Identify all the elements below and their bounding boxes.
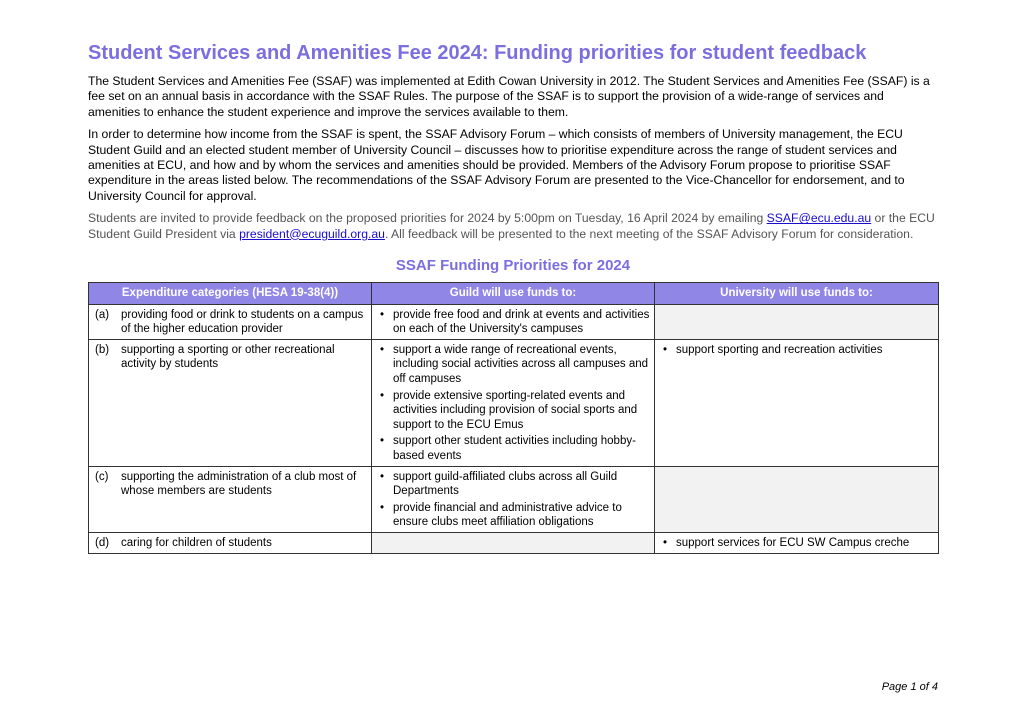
category-wrapper — [93, 470, 367, 499]
category-code: (a) — [95, 308, 110, 321]
funding-priorities-table — [88, 282, 939, 554]
bullet-icon: • — [380, 343, 385, 356]
bullet-icon: • — [380, 470, 385, 483]
category-wrapper — [93, 308, 367, 337]
list-item — [659, 343, 934, 358]
university-list — [659, 536, 934, 551]
intro-paragraph-2: In order to determine how income from the SSAF is spent, the SSAF Advisory Forum – which consists of members of University management, the ECU Student Guild and an elected student member of University Council – discusses how to prioritise expenditure across the range of student services and amenities at ECU, and how and by whom the services and amenities should be provided. Members of the Advisory Forum propose to prioritise SSAF expenditure in the areas listed below. The recommendations of the SSAF Advisory Forum are presented to the Vice-Chancellor for endorsement, and to University Council for approval. — [88, 127, 905, 203]
table-row — [89, 304, 939, 339]
bullet-icon: • — [663, 343, 668, 356]
list-item-text: support sporting and recreation activities — [676, 343, 883, 356]
feedback-text-end: . All feedback will be presented to the next meeting of the SSAF Advisory Forum for consideration. — [384, 226, 914, 241]
category-cell — [89, 304, 372, 339]
category-cell — [89, 532, 372, 553]
table-body — [89, 304, 939, 553]
guild-cell — [372, 466, 655, 532]
list-item-text: support a wide range of recreational events, including social activities across all campuses and off campuses — [393, 343, 649, 386]
guild-list — [376, 308, 650, 337]
category-text: supporting the administration of a club most of whose members are students — [121, 470, 357, 498]
bullet-icon: • — [380, 501, 385, 514]
list-item-text: support services for ECU SW Campus creche — [676, 536, 910, 549]
university-cell — [655, 532, 939, 553]
table-row — [89, 466, 939, 532]
header-guild-funds: Guild will use funds to: — [372, 283, 655, 305]
list-item-text: support guild-affiliated clubs across all Guild Departments — [393, 470, 618, 498]
feedback-paragraph — [88, 211, 938, 242]
guild-cell — [372, 339, 655, 466]
list-item-text: provide extensive sporting-related events and activities including provision of social sports and support to the ECU Emus — [393, 389, 638, 431]
president-email-link[interactable]: president@ecuguild.org.au — [239, 226, 385, 241]
list-item — [376, 470, 650, 499]
category-wrapper — [93, 343, 367, 372]
university-list — [659, 343, 934, 358]
bullet-icon: • — [380, 389, 385, 402]
table-row — [89, 532, 939, 553]
feedback-text-start: Students are invited to provide feedback on the proposed priorities for 2024 by 5:00pm on Tuesday, 16 April 2024 by emailing — [88, 211, 767, 226]
list-item-text: provide free food and drink at events and activities on each of the University's campuses — [393, 308, 650, 336]
category-cell — [89, 339, 372, 466]
document-page — [88, 40, 938, 554]
bullet-icon: • — [380, 308, 385, 321]
university-cell — [655, 304, 939, 339]
category-text: caring for children of students — [121, 536, 272, 549]
list-item — [376, 501, 650, 530]
category-cell — [89, 466, 372, 532]
guild-cell — [372, 532, 655, 553]
category-code: (d) — [95, 536, 110, 549]
table-header-row — [89, 283, 939, 305]
page-number: Page 1 of 4 — [881, 681, 938, 693]
list-item — [376, 343, 650, 387]
intro-paragraph-1: The Student Services and Amenities Fee (SSAF) was implemented at Edith Cowan University in 2012. The Student Services and Amenities Fee (SSAF) is a fee set on an annual basis in accordance with the SSAF Rules. The purpose of the SSAF is to support the provision of a wide-range of services and amenities to enhance the student experience and improve the services available to them. — [88, 74, 930, 119]
list-item — [376, 308, 650, 337]
category-code: (c) — [95, 470, 109, 483]
ssaf-email-link[interactable]: SSAF@ecu.edu.au — [766, 211, 872, 226]
category-text: providing food or drink to students on a campus of the higher education provider — [121, 308, 364, 336]
guild-cell — [372, 304, 655, 339]
guild-list — [376, 470, 650, 530]
list-item-text: provide financial and administrative advice to ensure clubs meet affiliation obligations — [393, 501, 622, 529]
table-title: SSAF Funding Priorities for 2024 — [395, 257, 631, 275]
list-item-text: support other student activities including hobby-based events — [393, 435, 636, 462]
document-title: Student Services and Amenities Fee 2024: Funding priorities for student feedback — [88, 42, 867, 64]
header-university-funds: University will use funds to: — [655, 283, 939, 305]
university-cell — [655, 339, 939, 466]
category-wrapper — [93, 536, 367, 551]
list-item — [659, 536, 934, 551]
guild-list — [376, 343, 650, 464]
feedback-text-middle: or the ECU Student Guild President via — [88, 211, 935, 241]
table-row — [89, 339, 939, 466]
category-code: (b) — [95, 343, 110, 356]
bullet-icon: • — [663, 536, 668, 549]
list-item — [376, 389, 650, 433]
category-text: supporting a sporting or other recreational activity by students — [121, 343, 335, 371]
header-expenditure-categories: Expenditure categories (HESA 19-38(4)) — [89, 283, 372, 305]
bullet-icon: • — [380, 435, 385, 448]
list-item — [376, 434, 650, 463]
university-cell — [655, 466, 939, 532]
